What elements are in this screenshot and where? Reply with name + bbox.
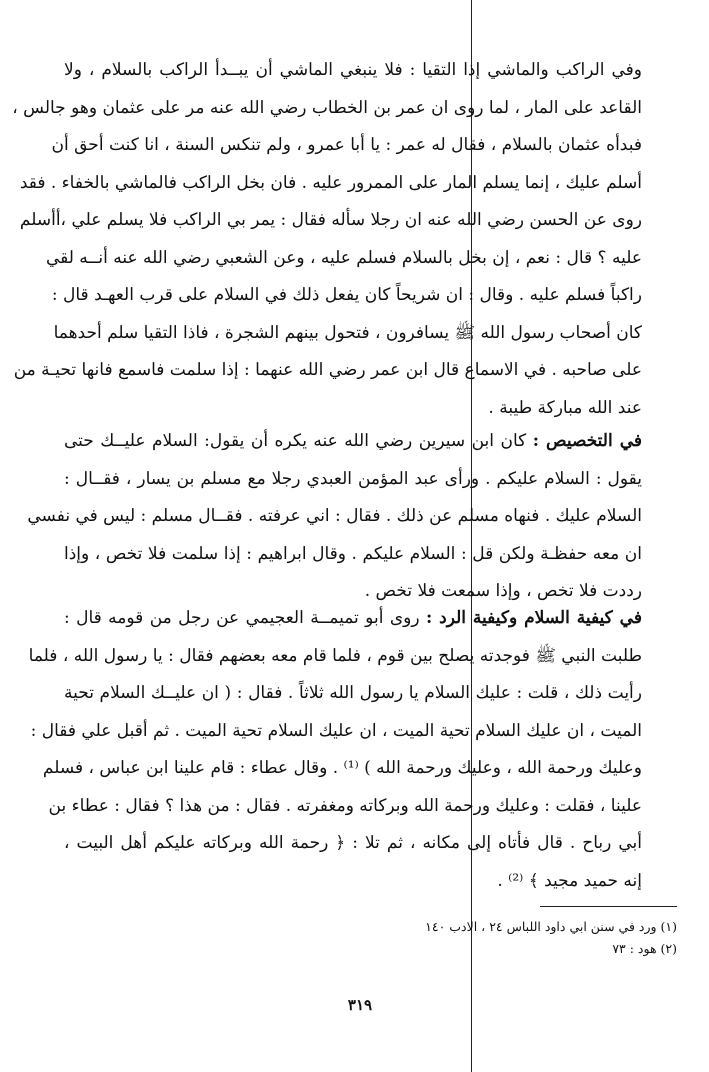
text-line: طلبت النبي ﷺ فوجدته يصلح بين قوم ، فلما قام معه بعضهم فقال : يا رسول الله ، فلما (28, 645, 642, 666)
text-line: إنه حميد مجيد ﴾ ⁽²⁾ . (497, 870, 642, 891)
text-line: علينا ، فقلت : وعليك ورحمة الله وبركاته ومغفرته . فقال : من هذا ؟ فقال : عطاء بن (48, 795, 642, 816)
text-line (64, 423, 642, 461)
text-line: كان أصحاب رسول الله ﷺ يسافرون ، فتحول بينهم الشجرة ، فاذا التقيا سلم أحدهما (53, 322, 642, 343)
footnote-2: (٢) هود : ٧٣ (612, 941, 677, 956)
text-line: رددت فلا تخص ، وإذا سمعت فلا تخص . (364, 581, 642, 601)
text-line (64, 600, 642, 638)
section-heading: في التخصيص : (532, 431, 642, 451)
paragraph-manner-of-greeting (28, 600, 642, 900)
text-line: عليه ؟ قال : نعم ، إن بخل بالسلام فسلم عليه ، وعن الشعبي رضي الله عنه أنــه لقي (45, 247, 642, 268)
footnote-1: (١) ورد في سنن ابي داود اللباس ٢٤ ، الادب ١٤٠ (425, 919, 677, 934)
text-run: روى أبو تميمــة العجيمي عن رجل من قومه قال : (64, 608, 426, 628)
text-line: فبدأه عثمان بالسلام ، فقال له عمر : يا أبا عمرو ، ولم تنكس السنة ، انا كنت أحق أن (51, 135, 642, 155)
text-line: رأيت ذلك ، قلت : عليك السلام يا رسول الله ثلاثاً . فقال : ( ان عليــك السلام تحية (64, 683, 642, 703)
text-line: وفي الراكب والماشي إذا التقيا : فلا ينبغي الماشي أن يبــدأ الراكب بالسلام ، ولا (64, 60, 642, 80)
text-line: راكباً فسلم عليه . وقال : ان شريحاً كان يفعل ذلك في السلام على قرب العهـد قال : (51, 285, 642, 305)
footnote-separator (540, 906, 677, 907)
paragraph-greeting-walker-rider (12, 52, 642, 427)
text-line: على صاحبه . في الاسماع قال ابن عمر رضي الله عنهما : إذا سلمت فاسمع فانها تحيـة من (13, 360, 642, 380)
text-line: وعليك ورحمة الله ، وعليك ورحمة الله ) ⁽¹⁾ . وقال عطاء : قام علينا ابن عباس ، فسلم (42, 758, 642, 778)
text-run: كان ابن سيرين رضي الله عنه يكره أن يقول: السلام عليــك حتى (64, 431, 533, 451)
text-line: عند الله مباركة طيبة . (488, 397, 642, 418)
text-line: يقول : السلام عليكم . ورأى عبد المؤمن العبدي رجلا مع مسلم بن يسار ، فقــال : (64, 468, 642, 489)
section-heading: في كيفية السلام وكيفية الرد : (425, 608, 642, 628)
text-line: أبي رباح . قال فأتاه إلى مكانه ، ثم تلا : ﴿ رحمة الله وبركاته عليكم أهل البيت ، (64, 833, 642, 853)
text-line: السلام عليك . فنهاه مسلم عن ذلك . فقال : اني عرفته . فقــال مسلم : ليس في نفسي (27, 506, 642, 526)
text-line: الميت ، ان عليك السلام تحية الميت ، ان عليك السلام تحية الميت . ثم أقبل علي فقال : (30, 720, 642, 741)
text-line: أسلم عليك ، إنما يسلم المار على الممرور عليه . فان بخل الراكب فالماشي بالخفاء . فقد (19, 172, 642, 193)
footnotes (300, 916, 677, 960)
text-line: روى عن الحسن رضي الله عنه ان رجلا سأله فقال : يمر بي الراكب فلا يسلم علي ،أأسلم (19, 210, 642, 230)
page-number: ٣١٩ (347, 996, 373, 1014)
paragraph-specification (27, 423, 642, 611)
text-line: القاعد على المار ، لما روى ان عمر بن الخطاب رضي الله عنه مر على عثمان وهو جالس ، (12, 97, 642, 118)
text-line: ان معه حفظـة ولكن قل : السلام عليكم . وقال ابراهيم : إذا سلمت فلا تخص ، وإذا (64, 543, 642, 564)
